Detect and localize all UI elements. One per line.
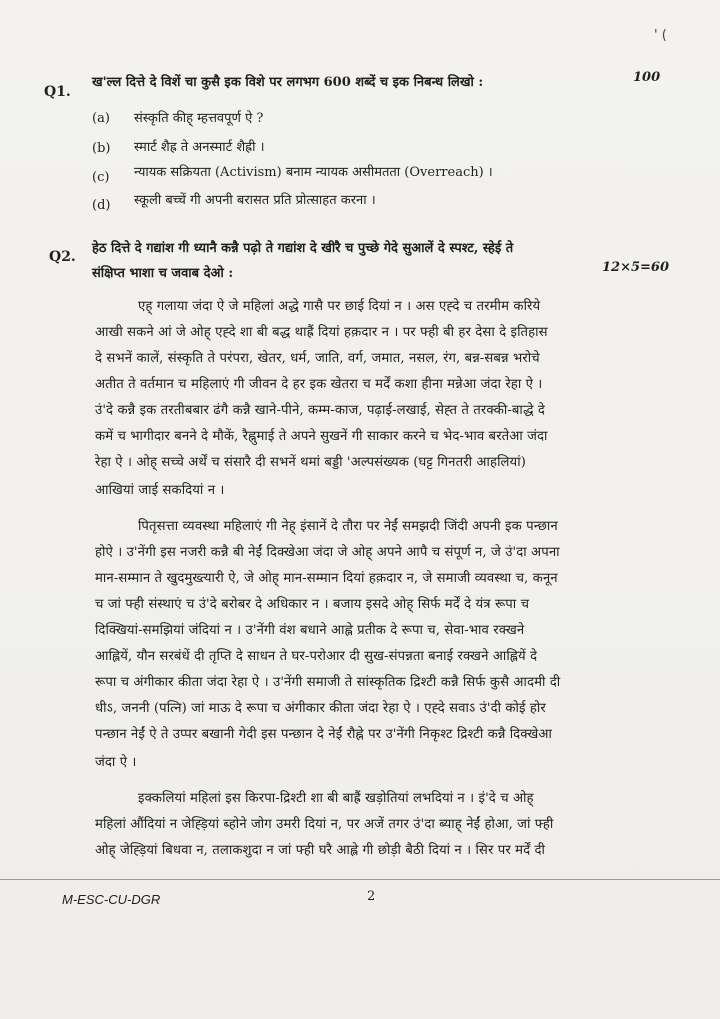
passage-line: रेहा ऐ । ओह् सच्चे अर्थें च संसारै दी सभनें थमां बड्डी 'अल्पसंख्यक (घट्ट गिनतरी आहलियां) — [95, 455, 526, 470]
option-label: (b) — [92, 141, 111, 156]
passage-line: आखियां जाई सकदियां न । — [95, 483, 225, 498]
passage-line: महिलां औंदियां न जेह्ड़ियां ब्होने जोग उमरी दियां न, पर अजें तगर उं'दा ब्याह् नेईं होआ, जां फ्ही — [95, 817, 554, 832]
passage-line: पितृसत्ता व्यवस्था महिलाएं गी नेह् इंसानें दे तौरा पर नेईं समझदी जिंदी अपनी इक पन्छान — [138, 519, 558, 534]
passage-line: इक्कलियां महिलां इस किरपा-द्रिश्टी शा बी बाह्रैं खड़ोतियां लभदियां न । इं'दे च ओह् — [138, 791, 534, 806]
passage-line: रूपा च अंगीकार कीता जंदा रेहा ऐ । उ'नेंगी समाजी ते सांस्कृतिक द्रिश्टी कन्नै सिर्फ कुसै आदमी दी — [95, 675, 561, 690]
option-text: स्कूली बच्चें गी अपनी बरासत प्रति प्रोत्साहत करना । — [134, 193, 376, 208]
passage-line: च जां फ्ही संस्थाएं च उं'दे बरोबर दे अधिकार न । बजाय इसदे ओह् सिर्फ मर्दें दे यंत्र रूपा च — [95, 597, 530, 612]
passage-line: कमें च भागीदार बनने दे मौकें, रैह्नुमाई ते अपने सुखनें गी साकार करने च भेद-भाव बरतेआ जंदा — [95, 429, 548, 444]
passage-line: आखी सकने आं जे ओह् एह्दे शा बी बद्ध थाह्रैं दियां हक़दार न । पर फ्ही बी हर देसा दे इतिहास — [95, 325, 548, 340]
option-label: (a) — [92, 111, 110, 126]
page-number: 2 — [367, 889, 376, 904]
passage-line: एह् गलाया जंदा ऐ जे महिलां अद्धे गासै पर छाई दियां न । अस एह्दे च तरमीम करिये — [138, 299, 541, 314]
option-label: (c) — [92, 170, 110, 185]
option-text: स्मार्ट शैह्र ते अनस्मार्ट शैह्री । — [134, 140, 265, 155]
passage-line: दिक्खियां-समझियां जंदियां न । उ'नेंगी वंश बधाने आह्ले प्रतीक दे रूपा च, सेवा-भाव रक्खने — [95, 623, 525, 638]
passage-line: आह्लियें, यौन सरबंधें दी तृप्ति दे साधन ते घर-परोआर दी सुख-संपन्नता बनाई रक्खने आह्लियें दे — [95, 649, 538, 664]
option-text: संस्कृति कीह् म्हत्तवपूर्ण ऐ ? — [134, 111, 264, 126]
question-1-number: Q1. — [44, 84, 71, 100]
question-2-marks: 12×5=60 — [602, 260, 670, 275]
footer-divider — [0, 879, 720, 880]
passage-line: दे सभनें कालें, संस्कृति ते परंपरा, खेतर, धर्म, जाति, वर्ग, जमात, नसल, रंग, बन्न-सबन्न भरोचे — [95, 351, 540, 366]
option-text: न्यायक सक्रियता (Activism) बनाम न्यायक असीमतता (Overreach) । — [134, 165, 493, 180]
option-label: (d) — [92, 198, 111, 213]
passage-line: जंदा ऐ । — [95, 755, 137, 770]
question-2-text-line2: संक्षिप्त भाशा च जवाब देओ : — [92, 266, 234, 281]
paper-code: M-ESC-CU-DGR — [62, 892, 161, 907]
question-2-text-line1: हेठ दित्ते दे गद्यांश गी ध्यानै कन्नै पढ़ो ते गद्यांश दे खीरै च पुच्छे गेदे सुआलें दे स्पश्ट, स्हेई ते — [92, 241, 514, 256]
passage-line: धीऽ, जननी (पत्नि) जां माऊ दे रूपा च अंगीकार कीता जंदा रेहा ऐ । एह्दे सवाऽ उं'दी कोई होर — [95, 701, 546, 716]
question-1-marks: 100 — [633, 70, 661, 85]
passage-line: अतीत ते वर्तमान च महिलाएं गी जीवन दे हर इक खेतरा च मर्दें कशा हीना मन्नेआ जंदा रेहा ऐ । — [95, 377, 543, 392]
passage-line: पन्छान नेईं ऐ ते उप्पर बखानी गेदी इस पन्छान दे नेईं रौह्ने पर उ'नेंगी निकृश्ट द्रिश्टी कन्नै दिक्खेआ — [95, 727, 552, 742]
passage-line: उं'दे कन्नै इक तरतीबबार ढंगै कन्नै खाने-पीने, कम्म-काज, पढ़ाई-लखाई, सेह्त ते तरक्की-बाद्धे दे — [95, 403, 545, 418]
corner-mark: ' ( — [654, 28, 667, 43]
passage-line: ओह् जेह्ड़ियां बिधवा न, तलाकशुदा न जां फ्ही घरै आह्ले गी छोड़ी बैठी दियां न । सिर पर मर्दें दी — [95, 843, 546, 858]
question-2-number: Q2. — [49, 249, 76, 265]
passage-line: मान-सम्मान ते खुदमुख्त्यारी ऐ, जे ओह् मान-सम्मान दियां हक़दार न, जे समाजी व्यवस्था च, कनून — [95, 571, 558, 586]
question-1-text: ख'ल्ल दित्ते दे विशें चा कुसै इक विशे पर लगभग 600 शब्दें च इक निबन्ध लिखो : — [92, 75, 484, 90]
passage-line: होऐ । उ'नेंगी इस नजरी कन्नै बी नेईं दिक्खेआ जंदा जे ओह् अपने आपै च संपूर्ण न, जे उं'दा अपना — [95, 545, 560, 560]
